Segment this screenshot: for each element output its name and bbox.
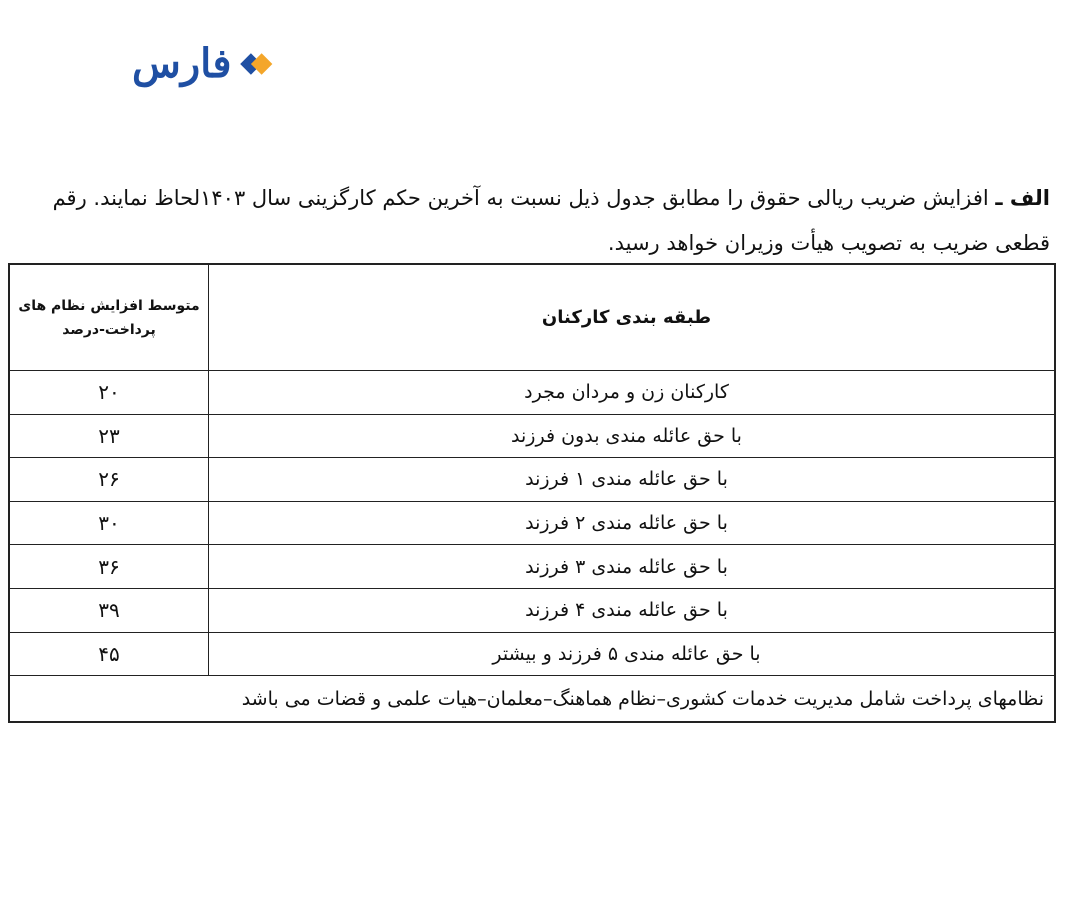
table-row [10, 633, 1054, 677]
row-category: با حق عائله مندی ۵ فرزند و بیشتر [208, 633, 1054, 676]
table-row [10, 545, 1054, 589]
header-value [10, 265, 208, 370]
row-category: با حق عائله مندی ۴ فرزند [208, 589, 1054, 632]
table-row [10, 415, 1054, 459]
row-value: ۳۰ [98, 511, 120, 536]
logo-text: فارس [132, 40, 232, 87]
logo-mark-icon [239, 42, 274, 86]
table-row [10, 502, 1054, 546]
row-value: ۲۳ [98, 423, 120, 448]
row-category: با حق عائله مندی ۱ فرزند [208, 458, 1054, 501]
table-note-row [10, 676, 1054, 721]
table-row [10, 458, 1054, 502]
salary-increase-table [8, 263, 1056, 723]
intro-lead: الف ـ [995, 186, 1050, 210]
header-category: طبقه بندی کارکنان [208, 265, 1054, 370]
table-row [10, 371, 1054, 415]
table-note: نظامهای پرداخت شامل مدیریت خدمات کشوری–نظام هماهنگ–معلمان–هیات علمی و قضات می باشد [241, 687, 1044, 710]
row-category: با حق عائله مندی ۳ فرزند [208, 545, 1054, 588]
row-category: کارکنان زن و مردان مجرد [208, 371, 1054, 414]
table-header-row [10, 265, 1054, 371]
row-value: ۳۶ [98, 554, 120, 579]
row-category: با حق عائله مندی بدون فرزند [208, 415, 1054, 458]
table-row [10, 589, 1054, 633]
header-value-line2: پرداخت-درصد [62, 321, 156, 338]
intro-text: افزایش ضریب ریالی حقوق را مطابق جدول ذیل نسبت به آخرین حکم کارگزینی سال ۱۴۰۳لحاظ نمایند. رقم قطعی ضریب به تصویب هیأت وزیران خواهد رسید. [52, 186, 1050, 255]
row-value: ۲۶ [98, 467, 120, 492]
header-value-line1: متوسط افزایش نظام های [18, 297, 200, 314]
intro-paragraph [16, 176, 1050, 266]
row-value: ۴۵ [98, 641, 120, 666]
fars-logo [132, 38, 274, 90]
row-value: ۳۹ [98, 598, 120, 623]
row-category: با حق عائله مندی ۲ فرزند [208, 502, 1054, 545]
row-value: ۲۰ [98, 380, 120, 405]
